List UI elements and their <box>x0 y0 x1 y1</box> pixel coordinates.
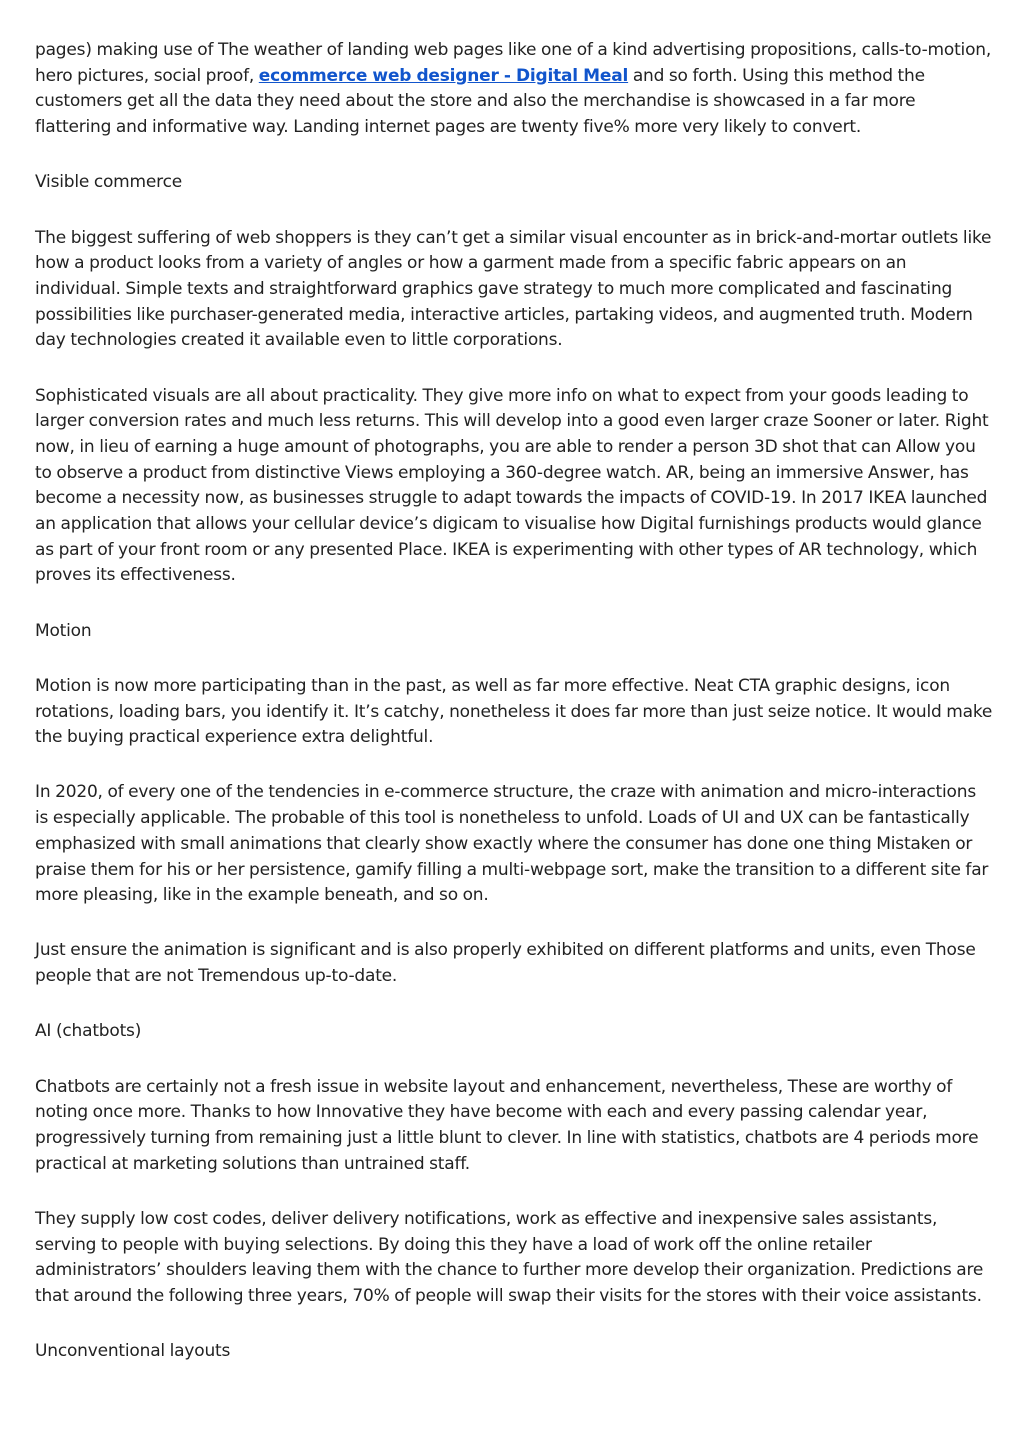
document-body <box>35 38 993 1394</box>
paragraph-chatbots-2: They supply low cost codes, deliver delivery notifications, work as effective and inexpensive sales assistants, serving to people with buying selections. By doing this they have a load of work off the online retailer administrators’ shoulders leaving them with the chance to further more develop their organization. Predictions are that around the following three years, 70% of people will swap their visits for the stores with their voice assistants. <box>35 1208 984 1307</box>
paragraph-visible-commerce-2: Sophisticated visuals are all about practicality. They give more info on what to expect from your goods leading to larger conversion rates and much less returns. This will develop into a good even larger craze Sooner or later. Right now, in lieu of earning a huge amount of photographs, you are able to render a person 3D shot that can Allow you to observe a product from distinctive Views employing a 360-degree watch. AR, being an immersive Answer, has become a necessity now, as businesses struggle to adapt towards the impacts of COVID-19. In 2017 IKEA launched an application that allows your cellular device’s digicam to visualise how Digital furnishings products would glance as part of your front room or any presented Place. IKEA is experimenting with other types of AR technology, which proves its effectiveness. <box>35 385 989 586</box>
paragraph-motion-1: Motion is now more participating than in the past, as well as far more effective. Neat CTA graphic designs, icon rotations, loading bars, you identify it. It’s catchy, nonetheless it does far more than just seize notice. It would make the buying practical experience extra delightful. <box>35 675 993 748</box>
section-heading-visible-commerce: Visible commerce <box>35 172 182 193</box>
ecommerce-web-designer-link[interactable]: ecommerce web designer - Digital Meal <box>258 65 629 86</box>
intro-text-before: pages) making use of The weather of landing web pages like one of a kind advertising propositions, calls-to-motion, hero pictures, social proof, <box>35 40 992 86</box>
paragraph-motion-3: Just ensure the animation is significant and is also properly exhibited on different platforms and units, even Those people that are not Tremendous up-to-date. <box>35 940 976 987</box>
paragraph-intro <box>35 38 993 141</box>
paragraph-visible-commerce-1: The biggest suffering of web shoppers is they can’t get a similar visual encounter as in brick-and-mortar outlets like how a product looks from a variety of angles or how a garment made from a specific fabric appears on an individual. Simple texts and straightforward graphics gave strategy to much more complicated and fascinating possibilities like purchaser-generated media, interactive articles, partaking videos, and augmented truth. Modern day technologies created it available even to little corporations. <box>35 227 992 351</box>
paragraph-chatbots-1: Chatbots are certainly not a fresh issue in website layout and enhancement, nevertheless, These are worthy of noting once more. Thanks to how Innovative they have become with each and every passing calendar year, progressively turning from remaining just a little blunt to clever. In line with statistics, chatbots are 4 periods more practical at marketing solutions than untrained staff. <box>35 1076 979 1174</box>
intro-text-after: and so forth. Using this method the customers get all the data they need about the store and also the merchandise is showcased in a far more flattering and informative way. Landing internet pages are twenty five% more very likely to convert. <box>35 65 925 138</box>
section-heading-ai-chatbots: AI (chatbots) <box>35 1021 142 1042</box>
paragraph-motion-2: In 2020, of every one of the tendencies in e-commerce structure, the craze with animation and micro-interactions is especially applicable. The probable of this tool is nonetheless to unfold. Loads of UI and UX can be fantastically emphasized with small animations that clearly show exactly where the consumer has done one thing Mistaken or praise them for his or her persistence, gamify filling a multi-webpage sort, make the transition to a different site far more pleasing, like in the example beneath, and so on. <box>35 782 989 906</box>
section-heading-unconventional-layouts: Unconventional layouts <box>35 1341 231 1362</box>
section-heading-motion: Motion <box>35 620 92 641</box>
